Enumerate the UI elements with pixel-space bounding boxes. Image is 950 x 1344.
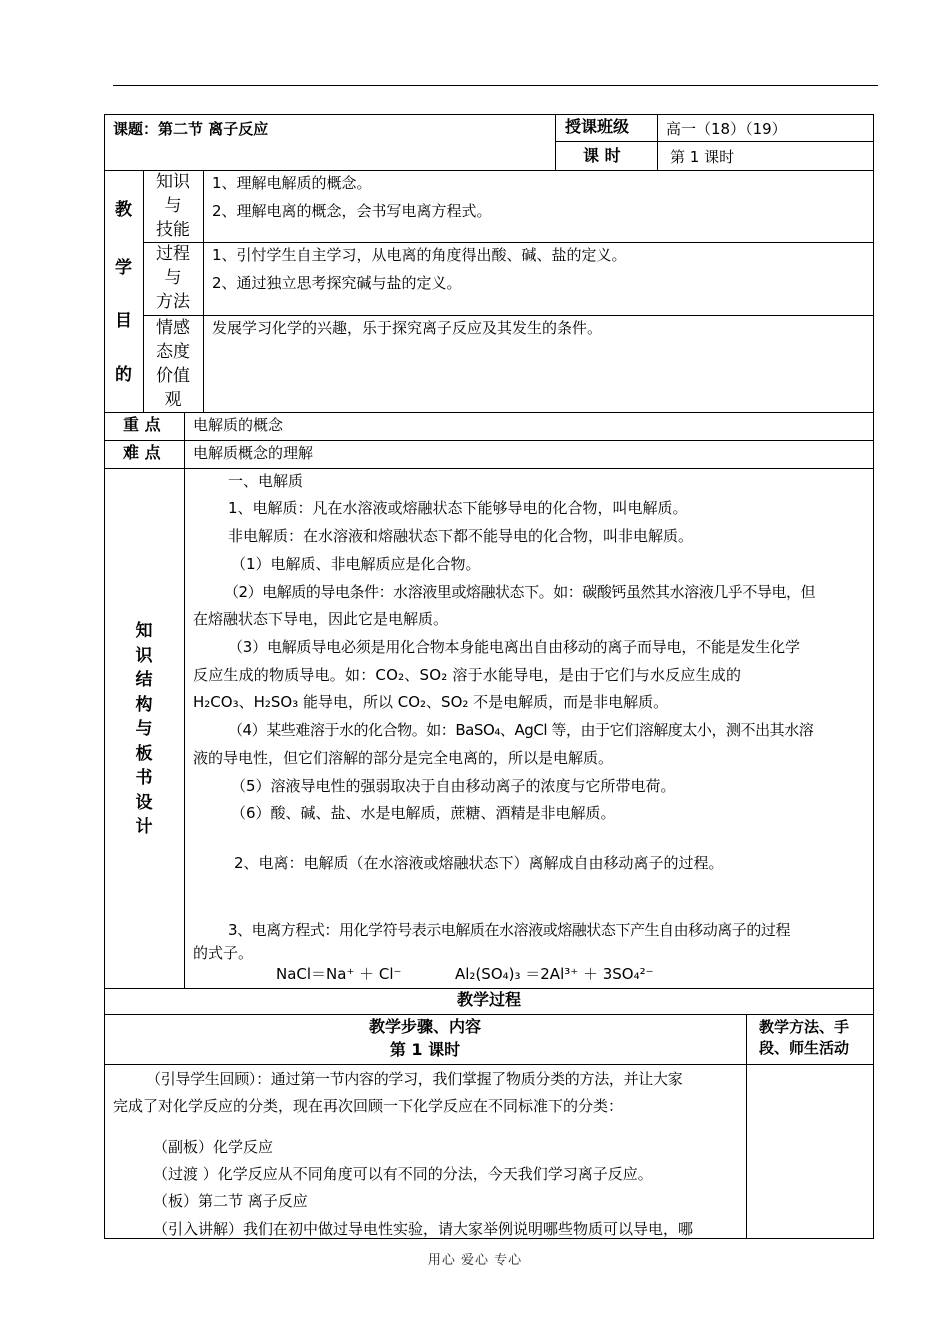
equation-al2so43: Al₂(SO₄)₃ ＝2Al³⁺ ＋ 3SO₄²⁻ xyxy=(455,965,654,983)
k-line: 一、电解质 xyxy=(228,472,304,490)
k-line: （3）电解质导电必须是用化合物本身能电离出自由移动的离子而导电，不能是发生化学 xyxy=(228,638,800,656)
process-col2-header-line1: 教学方法、手 xyxy=(759,1018,850,1036)
k-line: 液的导电性，但它们溶解的部分是完全电离的，所以是电解质。 xyxy=(193,749,614,767)
key-point-value: 电解质的概念 xyxy=(193,416,284,434)
period-value: 第 1 课时 xyxy=(670,148,735,166)
objective-knowledge-line1: 1、理解电解质的概念。 xyxy=(212,174,372,192)
k-line: H₂CO₃、H₂SO₃ 能导电，所以 CO₂、SO₂ 不是电解质，而是非电解质。 xyxy=(193,693,669,711)
process-col2-header-line2: 段、师生活动 xyxy=(759,1039,850,1057)
key-point-label: 重 点 xyxy=(123,415,161,434)
process-col1-subheader: 第 1 课时 xyxy=(389,1040,461,1059)
difficulty-label: 难 点 xyxy=(123,443,161,462)
header-rule xyxy=(113,85,878,86)
k-line: （4）某些难溶于水的化合物。如：BaSO₄、AgCl 等，由于它们溶解度太小，测不出其水溶 xyxy=(228,721,814,739)
equation-nacl: NaCl＝Na⁺ ＋ Cl⁻ xyxy=(276,965,402,983)
lesson-topic: 课题：第二节 离子反应 xyxy=(113,120,269,138)
k-line: 反应生成的物质导电。如：CO₂、SO₂ 溶于水能导电，是由于它们与水反应生成的 xyxy=(193,666,742,684)
objective-label-process: 过程 与 方法 xyxy=(156,244,190,312)
k-line: 非电解质：在水溶液和熔融状态下都不能导电的化合物，叫非电解质。 xyxy=(228,527,694,545)
objective-attitude-line1: 发展学习化学的兴趣，乐于探究离子反应及其发生的条件。 xyxy=(212,319,603,337)
k-line: 1、电解质：凡在水溶液或熔融状态下能够导电的化合物，叫电解质。 xyxy=(228,499,688,517)
objectives-side-label: 教 学 目 的 xyxy=(115,200,132,385)
process-line: （过渡 ）化学反应从不同角度可以有不同的分法，今天我们学习离子反应。 xyxy=(153,1165,653,1183)
k-line: 的式子。 xyxy=(193,944,254,962)
process-title: 教学过程 xyxy=(456,990,521,1009)
k-line: （5）溶液导电性的强弱取决于自由移动离子的浓度与它所带电荷。 xyxy=(231,777,676,795)
process-line: （副板）化学反应 xyxy=(153,1138,274,1156)
k-line: （6）酸、碱、盐、水是电解质，蔗糖、酒精是非电解质。 xyxy=(231,804,616,822)
class-label: 授课班级 xyxy=(565,117,630,136)
process-line: （板）第二节 离子反应 xyxy=(153,1192,308,1210)
process-line: （引入讲解）我们在初中做过导电性实验，请大家举例说明哪些物质可以导电，哪 xyxy=(153,1220,694,1238)
process-line: （引导学生回顾）：通过第一节内容的学习，我们掌握了物质分类的方法，并让大家 xyxy=(146,1070,683,1088)
k-line: 在熔融状态下导电，因此它是电解质。 xyxy=(193,610,449,628)
knowledge-side-label: 知 识 结 构 与 板 书 设 计 xyxy=(135,621,153,837)
objective-knowledge-line2: 2、理解电离的概念，会书写电离方程式。 xyxy=(212,202,492,220)
page-footer: 用心 爱心 专心 xyxy=(427,1253,523,1268)
objective-process-line2: 2、通过独立思考探究碱与盐的定义。 xyxy=(212,274,462,292)
k-line: 3、电离方程式：用化学符号表示电解质在水溶液或熔融状态下产生自由移动离子的过程 xyxy=(228,921,790,939)
k-line: （2）电解质的导电条件：水溶液里或熔融状态下。如：碳酸钙虽然其水溶液几乎不导电，但 xyxy=(224,583,816,601)
k-line: （1）电解质、非电解质应是化合物。 xyxy=(231,555,481,573)
difficulty-value: 电解质概念的理解 xyxy=(193,444,314,462)
k-line: 2、电离：电解质（在水溶液或熔融状态下）离解成自由移动离子的过程。 xyxy=(234,854,724,872)
process-line: 完成了对化学反应的分类，现在再次回顾一下化学反应在不同标准下的分类： xyxy=(113,1097,624,1115)
objective-process-line1: 1、引忖学生自主学习，从电离的角度得出酸、碱、盐的定义。 xyxy=(212,246,627,264)
class-value: 高一（18）（19） xyxy=(666,120,787,138)
process-col1-header: 教学步骤、内容 xyxy=(368,1017,481,1036)
objective-label-attitude: 情感 态度 价值 观 xyxy=(156,318,190,410)
period-label: 课 时 xyxy=(583,146,621,165)
objective-label-knowledge: 知识 与 技能 xyxy=(156,172,190,240)
